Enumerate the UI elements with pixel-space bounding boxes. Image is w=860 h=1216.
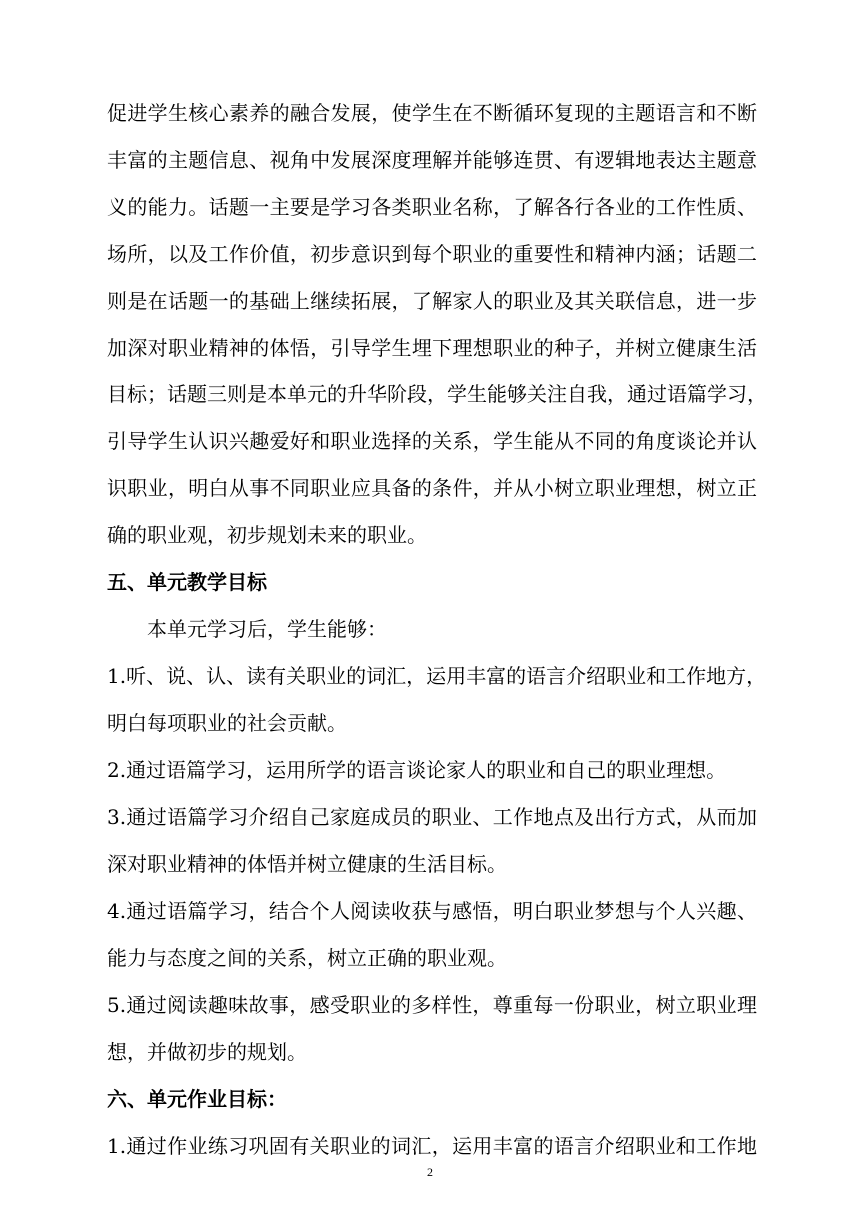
goal-item-5-line: 想，并做初步的规划。 [107, 1040, 307, 1064]
section-heading-teaching-goals: 五、单元教学目标 [107, 570, 267, 594]
section-heading-homework-goals: 六、单元作业目标： [107, 1087, 287, 1111]
paragraph-line: 丰富的主题信息、视角中发展深度理解并能够连贯、有逻辑地表达主题意 [107, 148, 757, 172]
paragraph-line: 加深对职业精神的体悟，引导学生埋下理想职业的种子，并树立健康生活 [107, 336, 757, 360]
section-lead: 本单元学习后，学生能够： [147, 617, 387, 641]
paragraph-line: 义的能力。话题一主要是学习各类职业名称，了解各行各业的工作性质、 [107, 195, 757, 219]
paragraph-line: 则是在话题一的基础上继续拓展，了解家人的职业及其关联信息，进一步 [107, 289, 757, 313]
goal-item-3-line: 3.通过语篇学习介绍自己家庭成员的职业、工作地点及出行方式，从而加 [107, 805, 757, 829]
paragraph-line: 目标；话题三则是本单元的升华阶段，学生能够关注自我，通过语篇学习， [107, 382, 767, 406]
page-number: 2 [427, 1165, 433, 1179]
goal-item-5-line: 5.通过阅读趣味故事，感受职业的多样性，尊重每一份职业，树立职业理 [107, 993, 757, 1017]
goal-item-1-line: 1.听、说、认、读有关职业的词汇，运用丰富的语言介绍职业和工作地方， [107, 664, 767, 688]
goal-item-1-line: 明白每项职业的社会贡献。 [107, 711, 347, 735]
paragraph-line: 场所，以及工作价值，初步意识到每个职业的重要性和精神内涵；话题二 [107, 242, 757, 266]
goal-item-4-line: 能力与态度之间的关系，树立正确的职业观。 [107, 946, 507, 970]
goal-item-4-line: 4.通过语篇学习，结合个人阅读收获与感悟，明白职业梦想与个人兴趣、 [107, 899, 757, 923]
goal-item-3-line: 深对职业精神的体悟并树立健康的生活目标。 [107, 852, 507, 876]
goal-item-2-line: 2.通过语篇学习，运用所学的语言谈论家人的职业和自己的职业理想。 [107, 758, 727, 782]
homework-goal-item-1-line: 1.通过作业练习巩固有关职业的词汇，运用丰富的语言介绍职业和工作地 [107, 1134, 757, 1158]
paragraph-line: 促进学生核心素养的融合发展，使学生在不断循环复现的主题语言和不断 [107, 101, 757, 125]
paragraph-line: 确的职业观，初步规划未来的职业。 [107, 523, 427, 547]
paragraph-line: 识职业，明白从事不同职业应具备的条件，并从小树立职业理想，树立正 [107, 476, 757, 500]
paragraph-line: 引导学生认识兴趣爱好和职业选择的关系，学生能从不同的角度谈论并认 [107, 429, 757, 453]
